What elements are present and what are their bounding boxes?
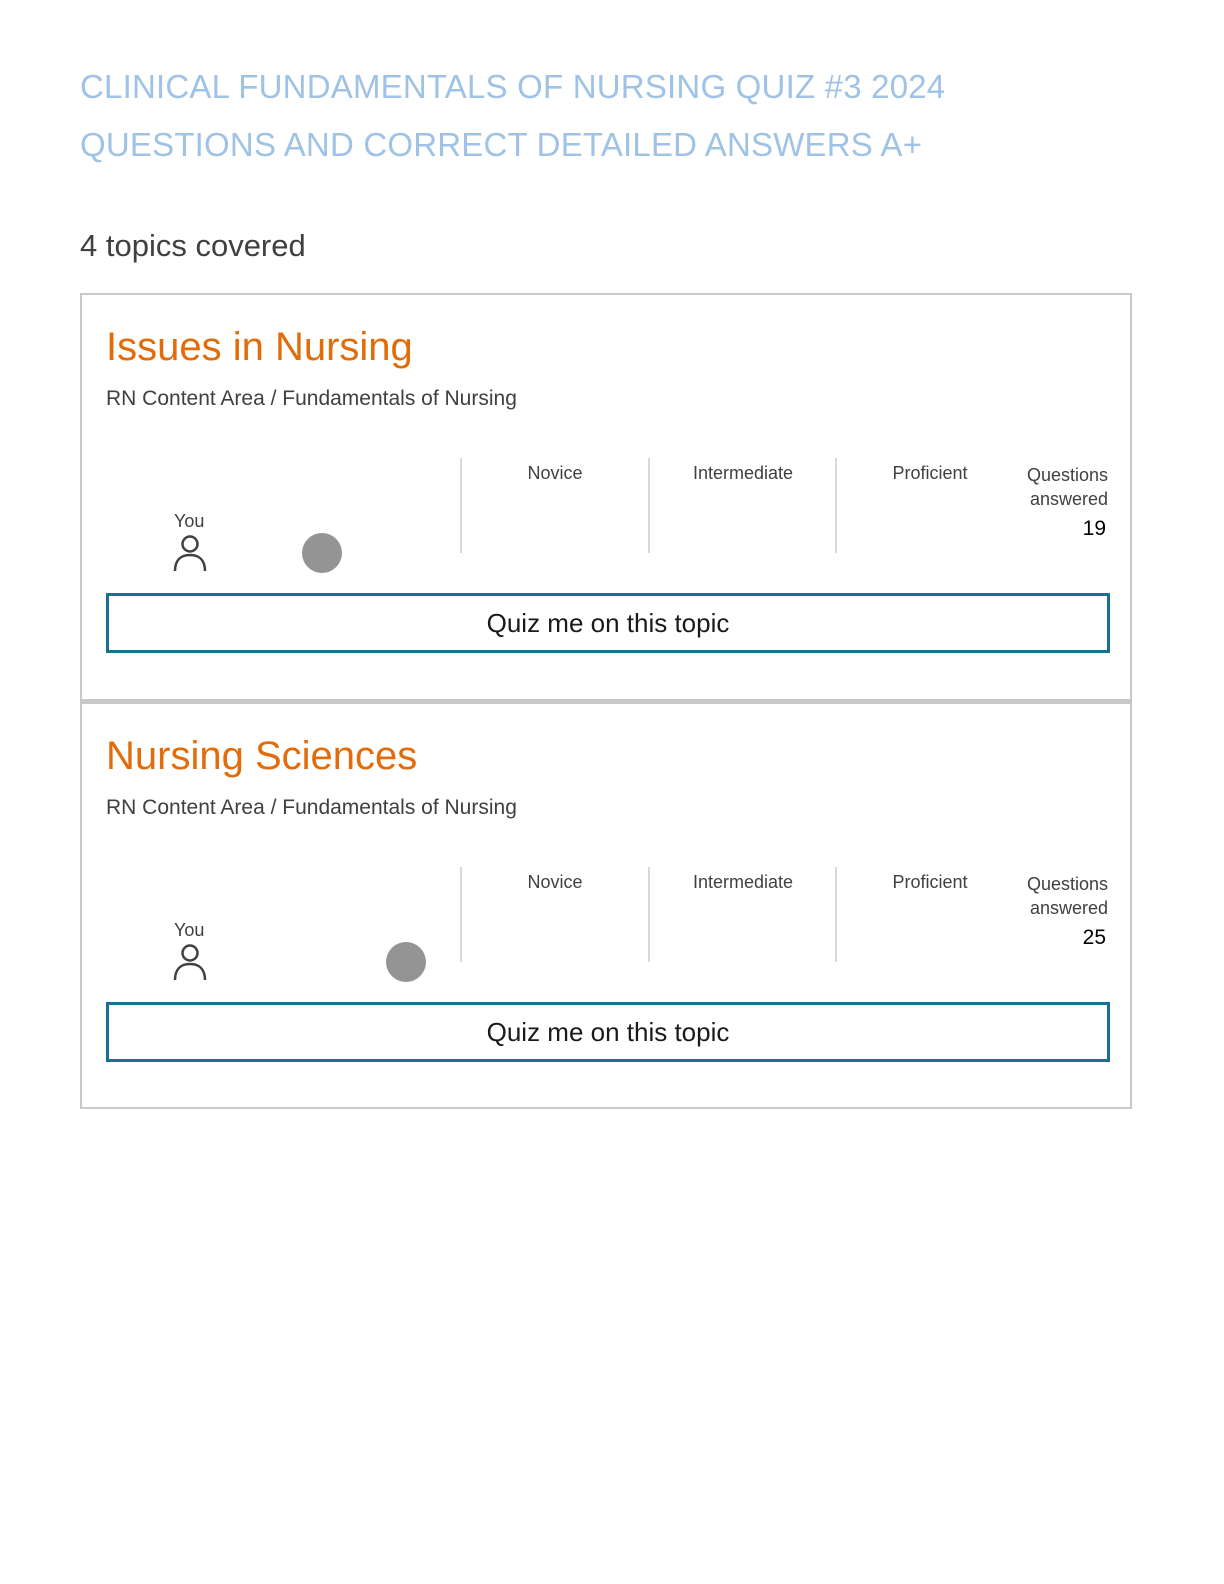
topic-title: Nursing Sciences [106,734,418,778]
level-divider [460,867,462,962]
quiz-me-button[interactable]: Quiz me on this topic [106,593,1110,653]
level-label-novice: Novice [527,463,583,483]
user-icon [172,942,208,982]
questions-answered-label: Questions answered [1026,874,1108,918]
you-label: You [174,920,205,940]
topics-covered-heading: 4 topics covered [80,228,306,263]
level-label-proficient: Proficient [892,463,968,483]
document-title [80,58,945,174]
questions-answered-value: 25 [1082,926,1106,949]
level-divider [835,867,837,962]
document-title-line-2: QUESTIONS AND CORRECT DETAILED ANSWERS A+ [80,126,923,163]
level-divider [835,458,837,553]
level-divider [648,867,650,962]
document-title-line-1: CLINICAL FUNDAMENTALS OF NURSING QUIZ #3 2024 [80,68,946,105]
questions-answered-value: 19 [1082,517,1106,540]
level-label-intermediate: Intermediate [692,463,794,483]
level-label-novice: Novice [527,872,583,892]
topic-card [80,701,1132,1109]
proficiency-marker [302,533,342,573]
level-divider [648,458,650,553]
topic-card [80,293,1132,701]
questions-answered-label: Questions answered [1026,465,1108,509]
you-label: You [174,511,205,531]
level-divider [460,458,462,553]
topic-list [80,293,1132,1109]
user-icon [172,533,208,573]
topic-breadcrumb: RN Content Area / Fundamentals of Nursing [106,387,517,410]
level-label-intermediate: Intermediate [692,872,794,892]
topic-title: Issues in Nursing [106,325,413,369]
quiz-me-button[interactable]: Quiz me on this topic [106,1002,1110,1062]
topic-breadcrumb: RN Content Area / Fundamentals of Nursing [106,796,517,819]
level-label-proficient: Proficient [892,872,968,892]
proficiency-marker [386,942,426,982]
